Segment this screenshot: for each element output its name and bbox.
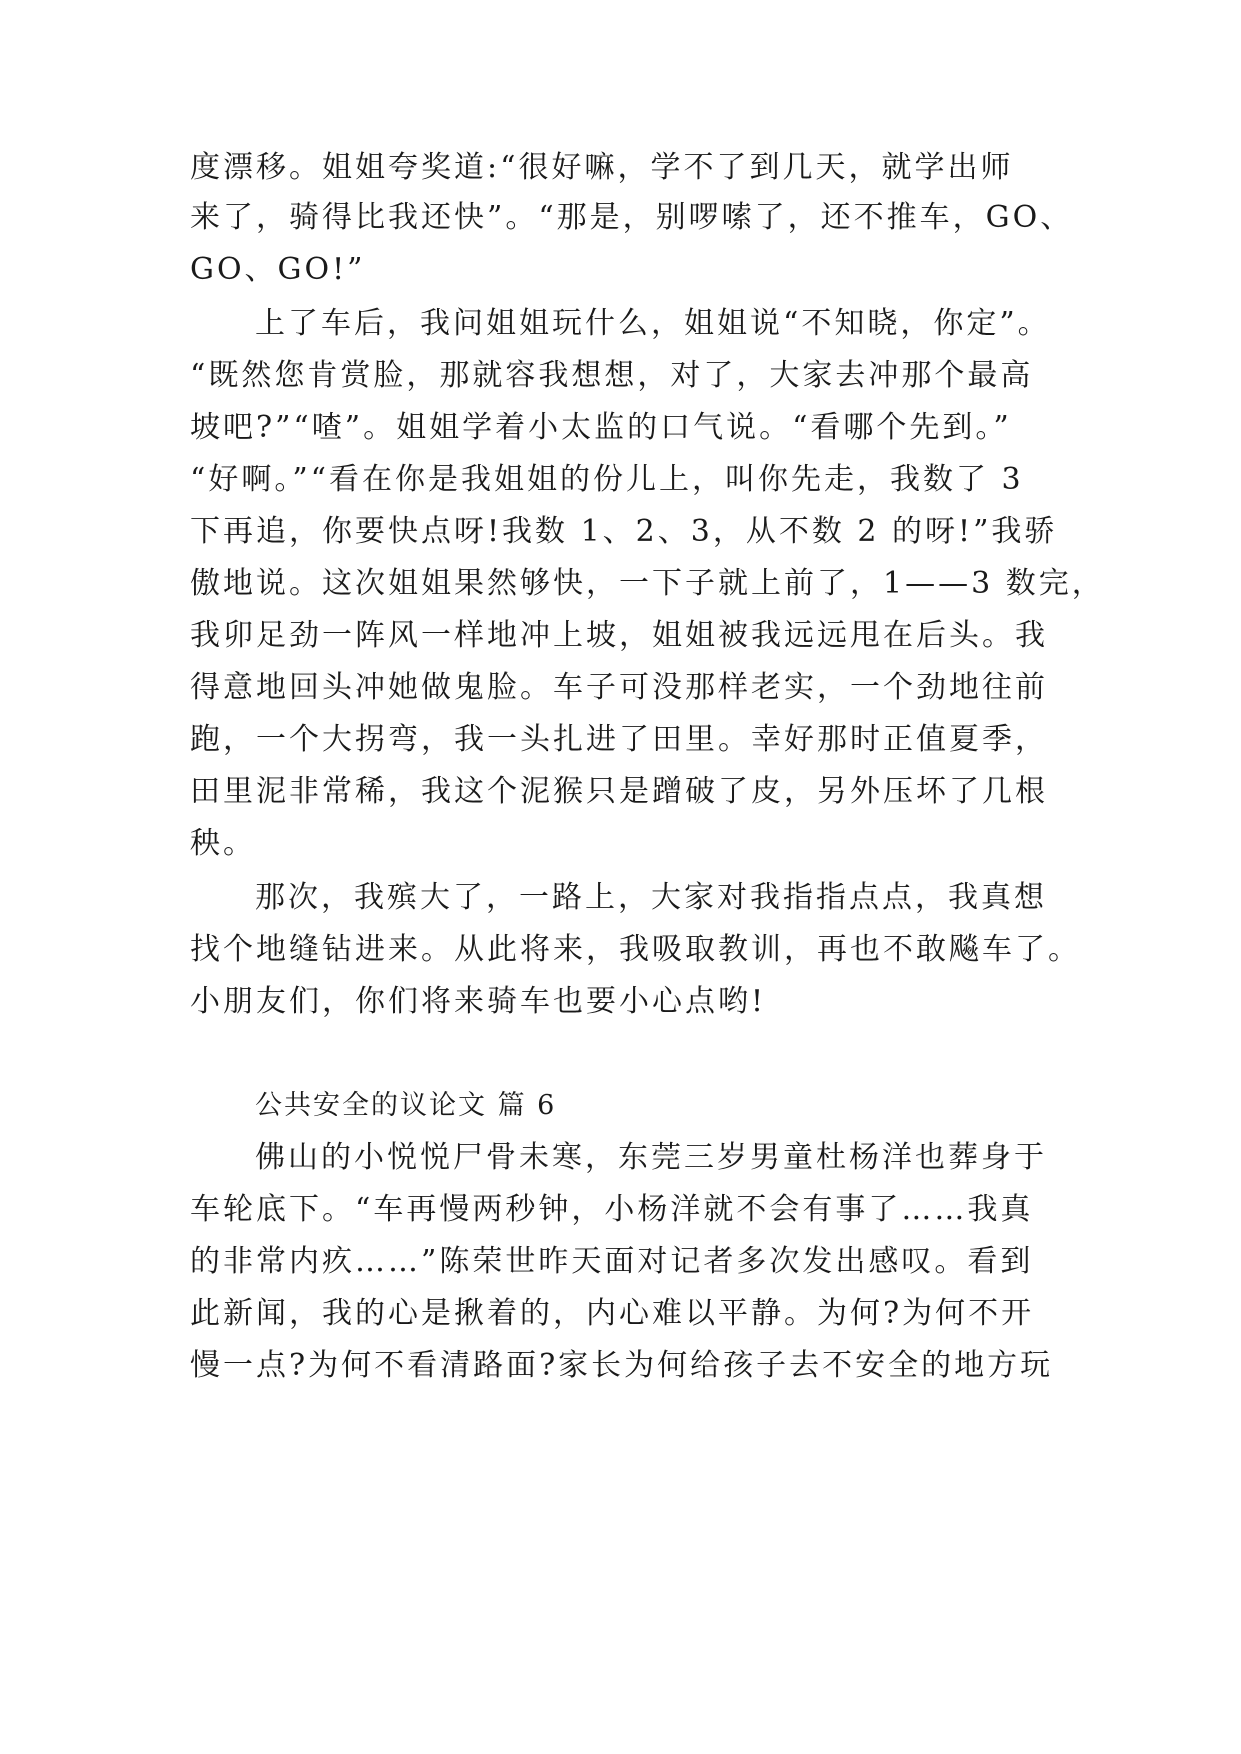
text-line: 慢一点?为何不看清路面?家长为何给孩子去不安全的地方玩: [190, 1348, 1054, 1383]
text-line: 度漂移。姐姐夸奖道:“很好嘛，学不了到几天，就学出师: [190, 150, 1014, 185]
text-line: 上了车后，我问姐姐玩什么，姐姐说“不知晓，你定”。: [255, 306, 1051, 341]
text-line: 田里泥非常稀，我这个泥猴只是蹭破了皮，另外压坏了几根: [190, 774, 1048, 809]
text-line: 秧。: [190, 826, 256, 861]
text-line: 傲地说。这次姐姐果然够快，一下子就上前了，1——3 数完，: [190, 566, 1105, 601]
text-line: 此新闻，我的心是揪着的，内心难以平静。为何?为何不开: [190, 1296, 1035, 1331]
text-line: 我卯足劲一阵风一样地冲上坡，姐姐被我远远甩在后头。我: [190, 618, 1048, 653]
text-line: 坡吧?”“喳”。姐姐学着小太监的口气说。“看哪个先到。”: [190, 410, 1012, 445]
text-line: “好啊。”“看在你是我姐姐的份儿上，叫你先走，我数了 3: [190, 462, 1024, 497]
text-line: “既然您肯赏脸，那就容我想想，对了，大家去冲那个最高: [190, 358, 1034, 393]
text-line: 得意地回头冲她做鬼脸。车子可没那样老实，一个劲地往前: [190, 670, 1048, 705]
text-line: 车轮底下。“车再慢两秒钟，小杨洋就不会有事了……我真: [190, 1192, 1034, 1227]
text-line: 跑，一个大拐弯，我一头扎进了田里。幸好那时正值夏季，: [190, 722, 1048, 757]
text-line: 找个地缝钻进来。从此将来，我吸取教训，再也不敢飚车了。: [190, 932, 1081, 967]
text-line: 佛山的小悦悦尸骨未寒，东莞三岁男童杜杨洋也葬身于: [255, 1140, 1047, 1175]
text-line: GO、GO!”: [190, 252, 366, 287]
text-line: 下再追，你要快点呀!我数 1、2、3，从不数 2 的呀!”我骄: [190, 514, 1058, 549]
text-line: 的非常内疚……”陈荣世昨天面对记者多次发出感叹。看到: [190, 1244, 1034, 1279]
text-line: 那次，我殡大了，一路上，大家对我指指点点，我真想: [255, 880, 1047, 915]
text-line: 来了，骑得比我还快”。“那是，别啰嗦了，还不推车，GO、: [190, 200, 1074, 235]
section-heading: 公共安全的议论文 篇 6: [255, 1090, 557, 1121]
text-line: 小朋友们，你们将来骑车也要小心点哟!: [190, 984, 767, 1019]
